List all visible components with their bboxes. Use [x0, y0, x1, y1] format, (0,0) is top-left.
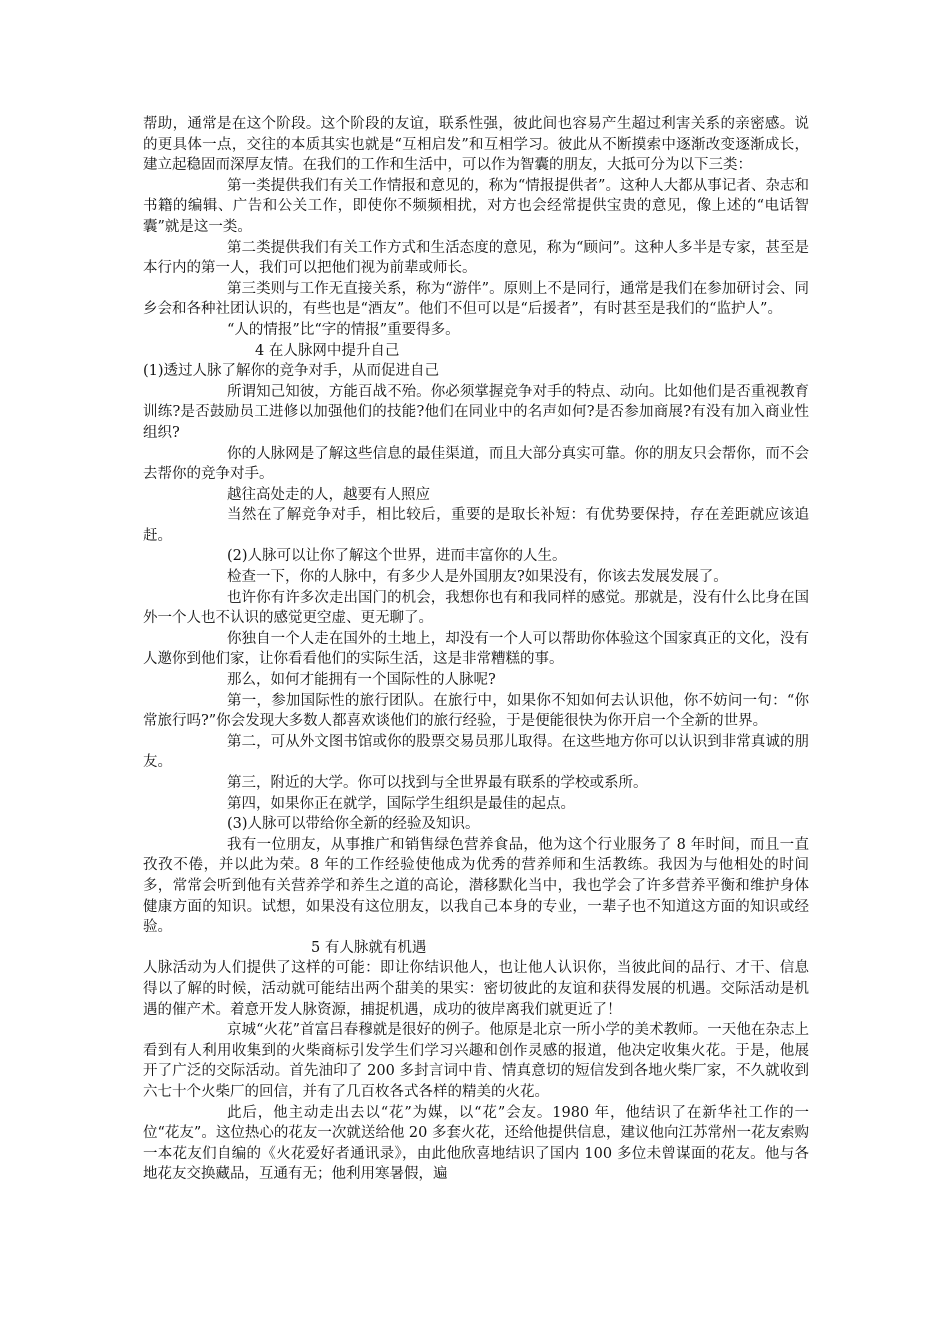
document-body	[143, 114, 809, 1185]
paragraph: 也许你有许多次走出国门的机会，我想你也有和我同样的感觉。那就是，没有什么比身在国外一个人也不认识的感觉更空虚、更无聊了。	[143, 589, 809, 627]
paragraph: 越往高处走的人，越要有人照应	[227, 486, 430, 503]
paragraph: 检查一下，你的人脉中，有多少人是外国朋友?如果没有，你该去发展发展了。	[227, 569, 728, 586]
paragraph: (1)透过人脉了解你的竞争对手，从而促进自己	[143, 363, 440, 380]
paragraph: 第二类提供我们有关工作方式和生活态度的意见，称为“顾问”。这种人多半是专家，甚至是本行内的第一人，我们可以把他们视为前辈或师长。	[143, 239, 809, 277]
paragraph: 第二，可从外文图书馆或你的股票交易员那儿取得。在这些地方你可以认识到非常真诚的朋友。	[143, 733, 809, 771]
paragraph: 我有一位朋友，从事推广和销售绿色营养食品，他为这个行业服务了 8 年时间，而且一直孜孜不倦，并以此为荣。8 年的工作经验使他成为优秀的营养师和生活教练。我因为与他相处的时间多，常常会听到他有关营养学和养生之道的高论，潜移默化当中，我也学会了许多营养平衡和维护身体健康方面的知识。试想，如果没有这位朋友，以我自己本身的专业，一辈子也不知道这方面的知识或经验。	[143, 836, 809, 936]
paragraph: 那么，如何才能拥有一个国际性的人脉呢?	[227, 672, 496, 689]
paragraph: 当然在了解竞争对手，相比较后，重要的是取长补短：有优势要保持，存在差距就应该追赶。	[143, 507, 809, 544]
paragraph: “人的情报”比“字的情报”重要得多。	[227, 321, 460, 338]
paragraph: 所谓知己知彼，方能百战不殆。你必须掌握竞争对手的特点、动向。比如他们是否重视教育训练?是否鼓励员工进修以加强他们的技能?他们在同业中的名声如何?是否参加商展?有没有加入商业性组织?	[143, 383, 809, 441]
paragraph: (3)人脉可以带给你全新的经验及知识。	[227, 816, 480, 833]
paragraph: 人脉活动为人们提供了这样的可能：即让你结识他人，也让他人认识你，当彼此间的品行、才干、信息得以了解的时候，活动就可能结出两个甜美的果实：密切彼此的友谊和获得发展的机遇。交际活动是机遇的催产术。着意开发人脉资源，捕捉机遇，成功的彼岸离我们就更近了！	[143, 960, 809, 1018]
paragraph: 第三，附近的大学。你可以找到与全世界最有联系的学校或系所。	[227, 775, 648, 791]
paragraph: 第三类则与工作无直接关系，称为“游伴”。原则上不是同行，通常是我们在参加研讨会、同乡会和各种社团认识的，有些也是“酒友”。他们不但可以是“后援者”，有时甚至是我们的“监护人”。	[143, 280, 809, 318]
paragraph: 你独自一个人走在国外的土地上，却没有一个人可以帮助你体验这个国家真正的文化，没有人邀你到他们家，让你看看他们的实际生活，这是非常糟糕的事。	[143, 630, 809, 668]
paragraph: 你的人脉网是了解这些信息的最佳渠道，而且大部分真实可靠。你的朋友只会帮你，而不会去帮你的竞争对手。	[143, 445, 809, 483]
paragraph: 4 在人脉网中提升自己	[255, 342, 400, 359]
paragraph: 5 有人脉就有机遇	[311, 939, 427, 956]
paragraph: (2)人脉可以让你了解这个世界，进而丰富你的人生。	[227, 548, 567, 565]
paragraph: 此后，他主动走出去以“花”为媒，以“花”会友。1980 年，他结识了在新华社工作的一位“花友”。这位热心的花友一次就送给他 20 多套火花，还给他提供信息，建议他向江苏常州一花友索购一本花友们自编的《火花爱好者通讯录》，由此他欣喜地结识了国内 100 多位未曾谋面的花友。他与各地花友交换藏品，互通有无；他利用寒暑假，遍	[143, 1104, 809, 1183]
paragraph: 帮助，通常是在这个阶段。这个阶段的友谊，联系性强，彼此间也容易产生超过利害关系的亲密感。说的更具体一点，交往的本质其实也就是“互相启发”和互相学习。彼此从不断摸索中逐渐改变逐渐成长，建立起稳固而深厚友情。在我们的工作和生活中，可以作为智囊的朋友，大抵可分为以下三类：	[143, 116, 809, 174]
paragraph: 京城“火花”首富吕春穆就是很好的例子。他原是北京一所小学的美术教师。一天他在杂志上看到有人利用收集到的火柴商标引发学生们学习兴趣和创作灵感的报道，他决定收集火花。于是，他展开了广泛的交际活动。首先油印了 200 多封言词中肯、情真意切的短信发到各地火柴厂家，不久就收到六七十个火柴厂的回信，并有了几百枚各式各样的精美的火花。	[143, 1022, 809, 1100]
paragraph: 第一，参加国际性的旅行团队。在旅行中，如果你不知如何去认识他，你不妨问一句：“你常旅行吗?”你会发现大多数人都喜欢谈他们的旅行经验，于是便能很快为你开启一个全新的世界。	[143, 692, 809, 730]
paragraph: 第四，如果你正在就学，国际学生组织是最佳的起点。	[227, 795, 575, 812]
paragraph: 第一类提供我们有关工作情报和意见的，称为“情报提供者”。这种人大都从事记者、杂志和书籍的编辑、广告和公关工作，即使你不频频相扰，对方也会经常提供宝贵的意见，像上述的“电话智囊”就是这一类。	[143, 177, 809, 235]
